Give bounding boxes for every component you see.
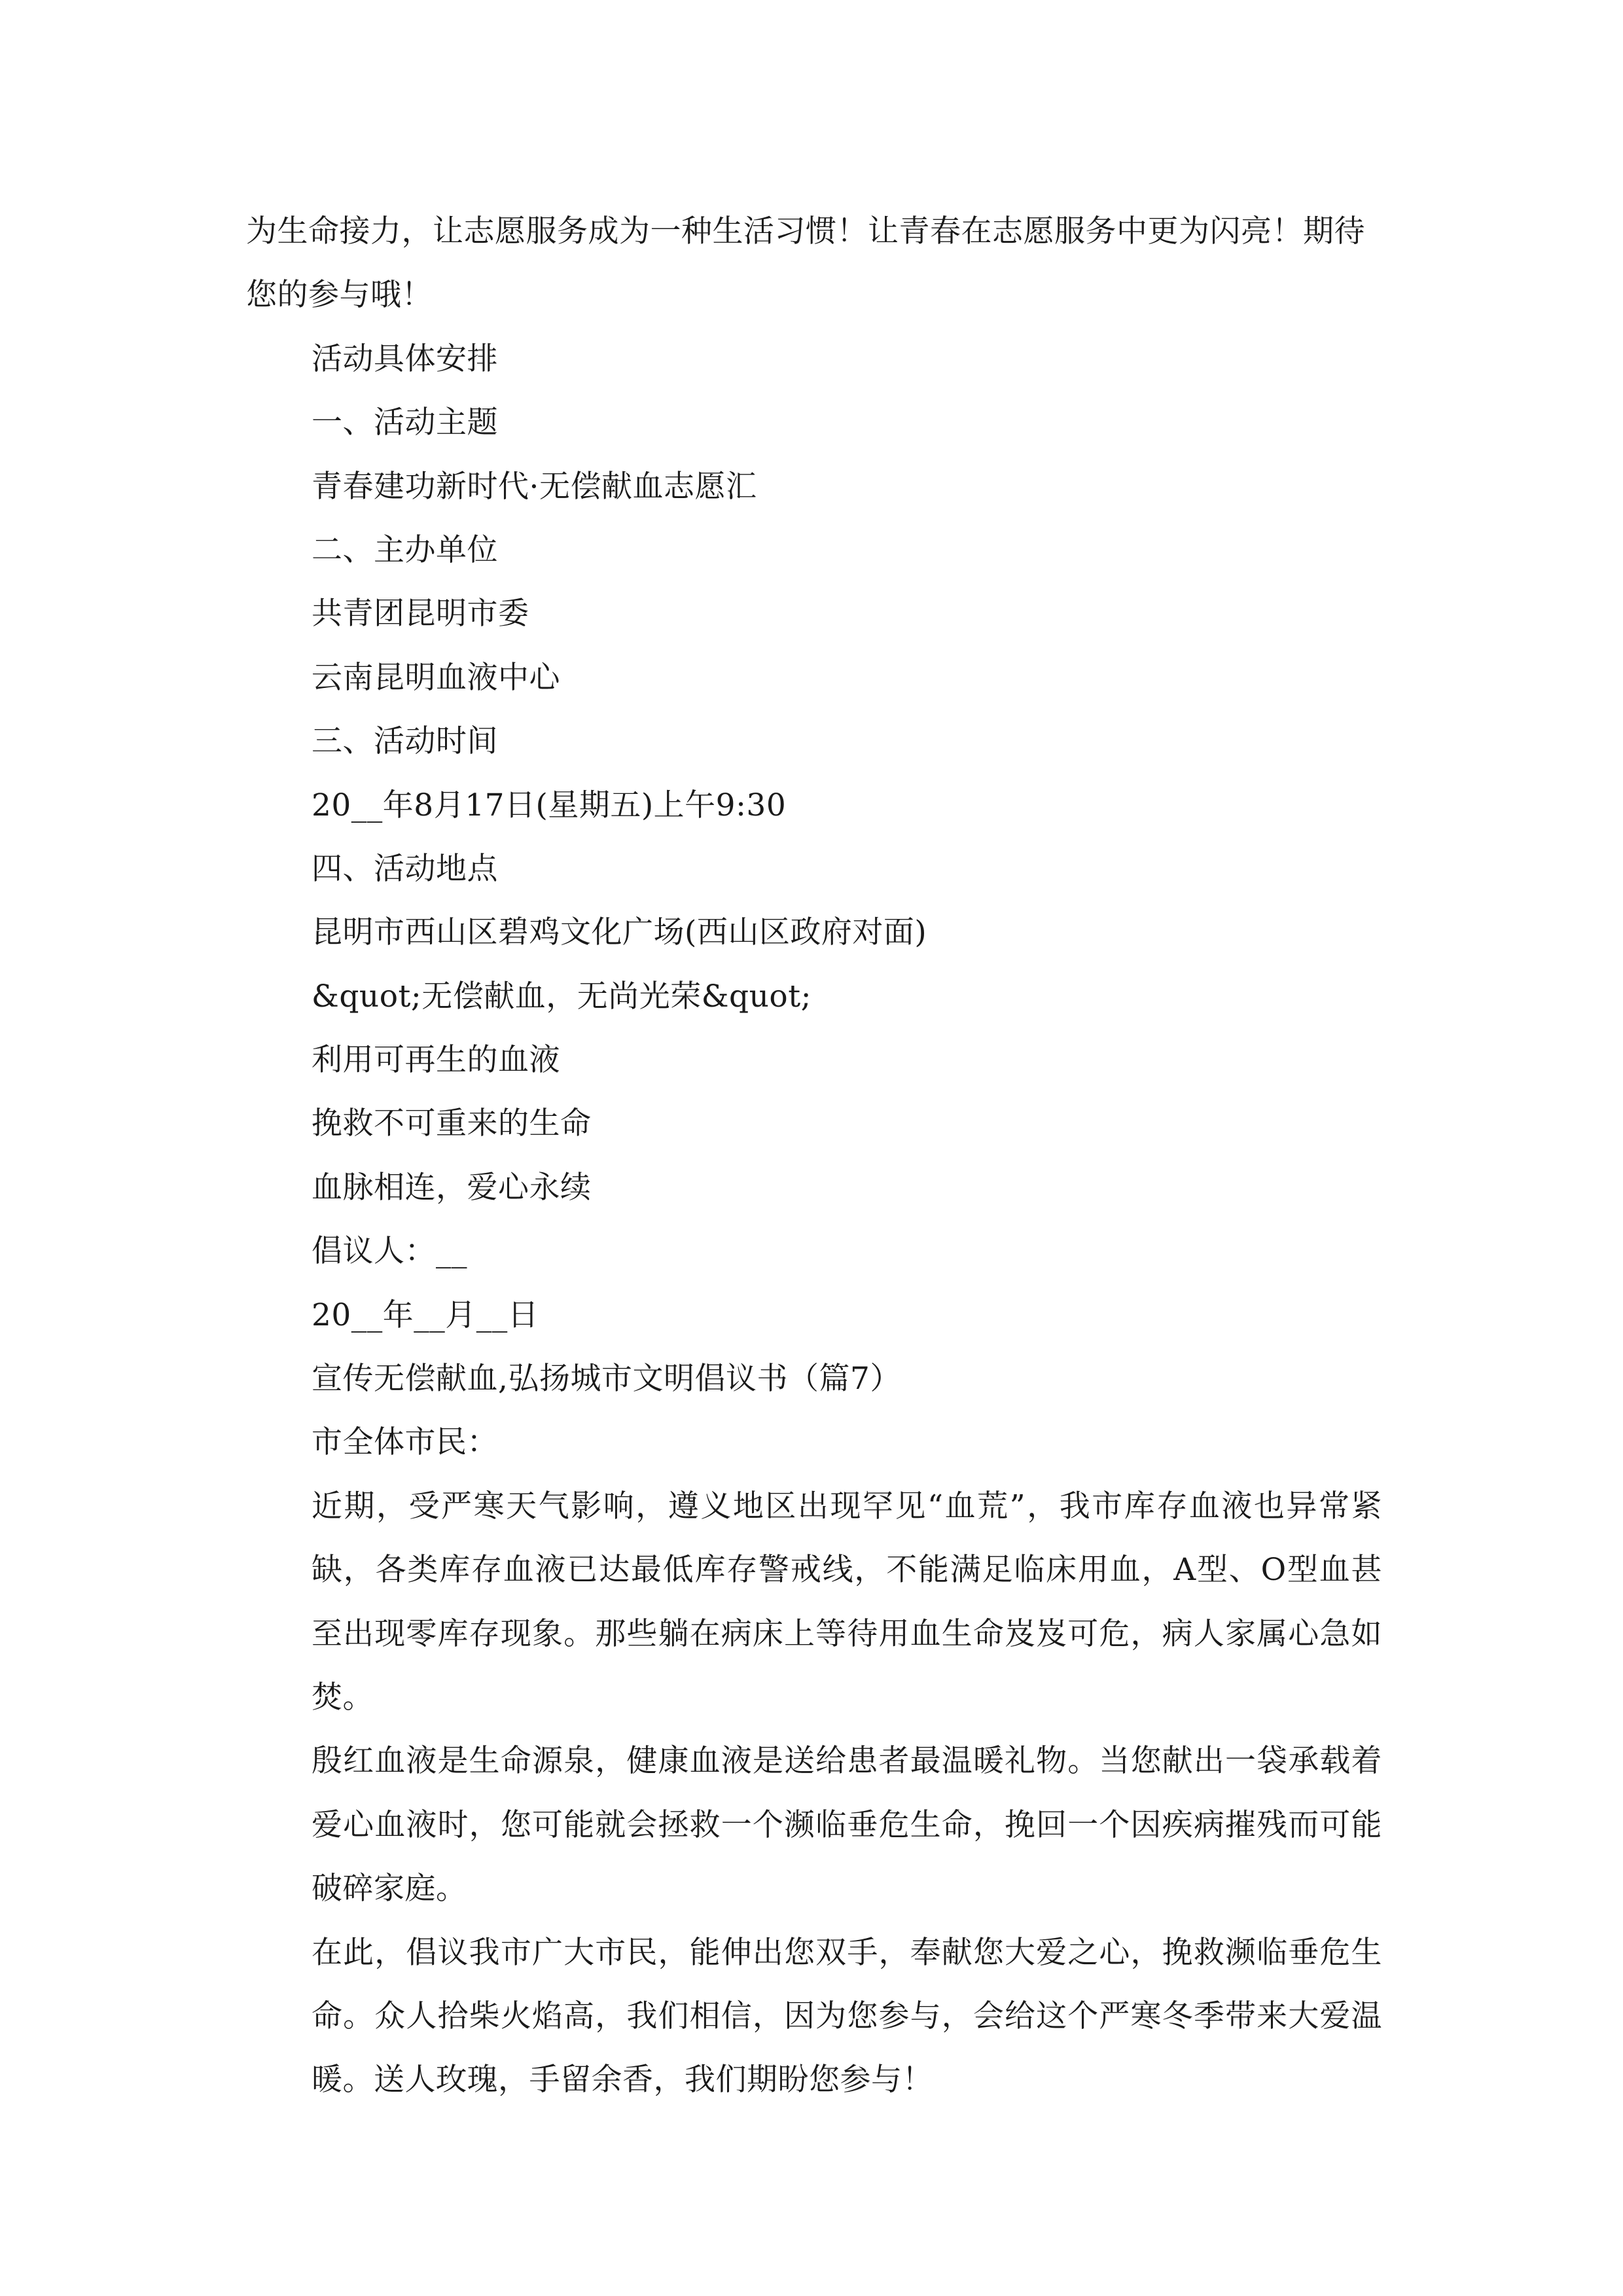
- salutation: 市全体市民：: [312, 1424, 498, 1461]
- slogan-line-4: 血脉相连，爱心永续: [312, 1169, 592, 1206]
- activity-theme-text: 青春建功新时代·无偿献血志愿汇: [312, 468, 757, 505]
- initiator-line: 倡议人：__: [312, 1233, 467, 1270]
- activity-location-text: 昆明市西山区碧鸡文化广场(西山区政府对面): [312, 914, 927, 951]
- heading-activity-theme: 一、活动主题: [312, 404, 498, 441]
- paragraph-call-to-action: 在此，倡议我市广大市民，能伸出您双手，奉献您大爱之心，挽救濒临垂危生命。众人拾柴火焰高，我们相信，因为您参与，会给这个严寒冬季带来大爱温暖。送人玫瑰，手留余香，我们期盼您参与！: [312, 1934, 1382, 2098]
- heading-activity-time: 三、活动时间: [312, 723, 498, 760]
- slogan-line-3: 挽救不可重来的生命: [312, 1105, 592, 1142]
- date-line: 20__年__月__日: [312, 1297, 539, 1333]
- body-line-continuation: 为生命接力，让志愿服务成为一种生活习惯！让青春在志愿服务中更为闪亮！期待: [246, 213, 1365, 249]
- paragraph-blood-shortage: 近期，受严寒天气影响，遵义地区出现罕见“血荒”，我市库存血液也异常紧缺，各类库存血液已达最低库存警戒线，不能满足临床用血，A型、O型血甚至出现零库存现象。那些躺在病床上等待用血生命岌岌可危，病人家属心急如焚。: [312, 1488, 1382, 1716]
- body-line-continuation-end: 您的参与哦！: [246, 277, 433, 314]
- slogan-line-2: 利用可再生的血液: [312, 1042, 560, 1079]
- section-title-article-7: 宣传无偿献血,弘扬城市文明倡议书（篇7）: [312, 1361, 901, 1397]
- heading-organizer: 二、主办单位: [312, 531, 498, 568]
- document-body: [246, 200, 1382, 2112]
- section-heading-arrangement: 活动具体安排: [312, 340, 498, 377]
- organizer-2: 云南昆明血液中心: [312, 659, 560, 696]
- heading-activity-location: 四、活动地点: [312, 850, 498, 887]
- slogan-line-1: &quot;无偿献血，无尚光荣&quot;: [312, 978, 812, 1014]
- activity-time-text: 20__年8月17日(星期五)上午9:30: [312, 787, 787, 823]
- paragraph-blood-is-life: 殷红血液是生命源泉，健康血液是送给患者最温暖礼物。当您献出一袋承载着爱心血液时，您可能就会拯救一个濒临垂危生命，挽回一个因疾病摧残而可能破碎家庭。: [312, 1743, 1382, 1907]
- organizer-1: 共青团昆明市委: [312, 596, 529, 632]
